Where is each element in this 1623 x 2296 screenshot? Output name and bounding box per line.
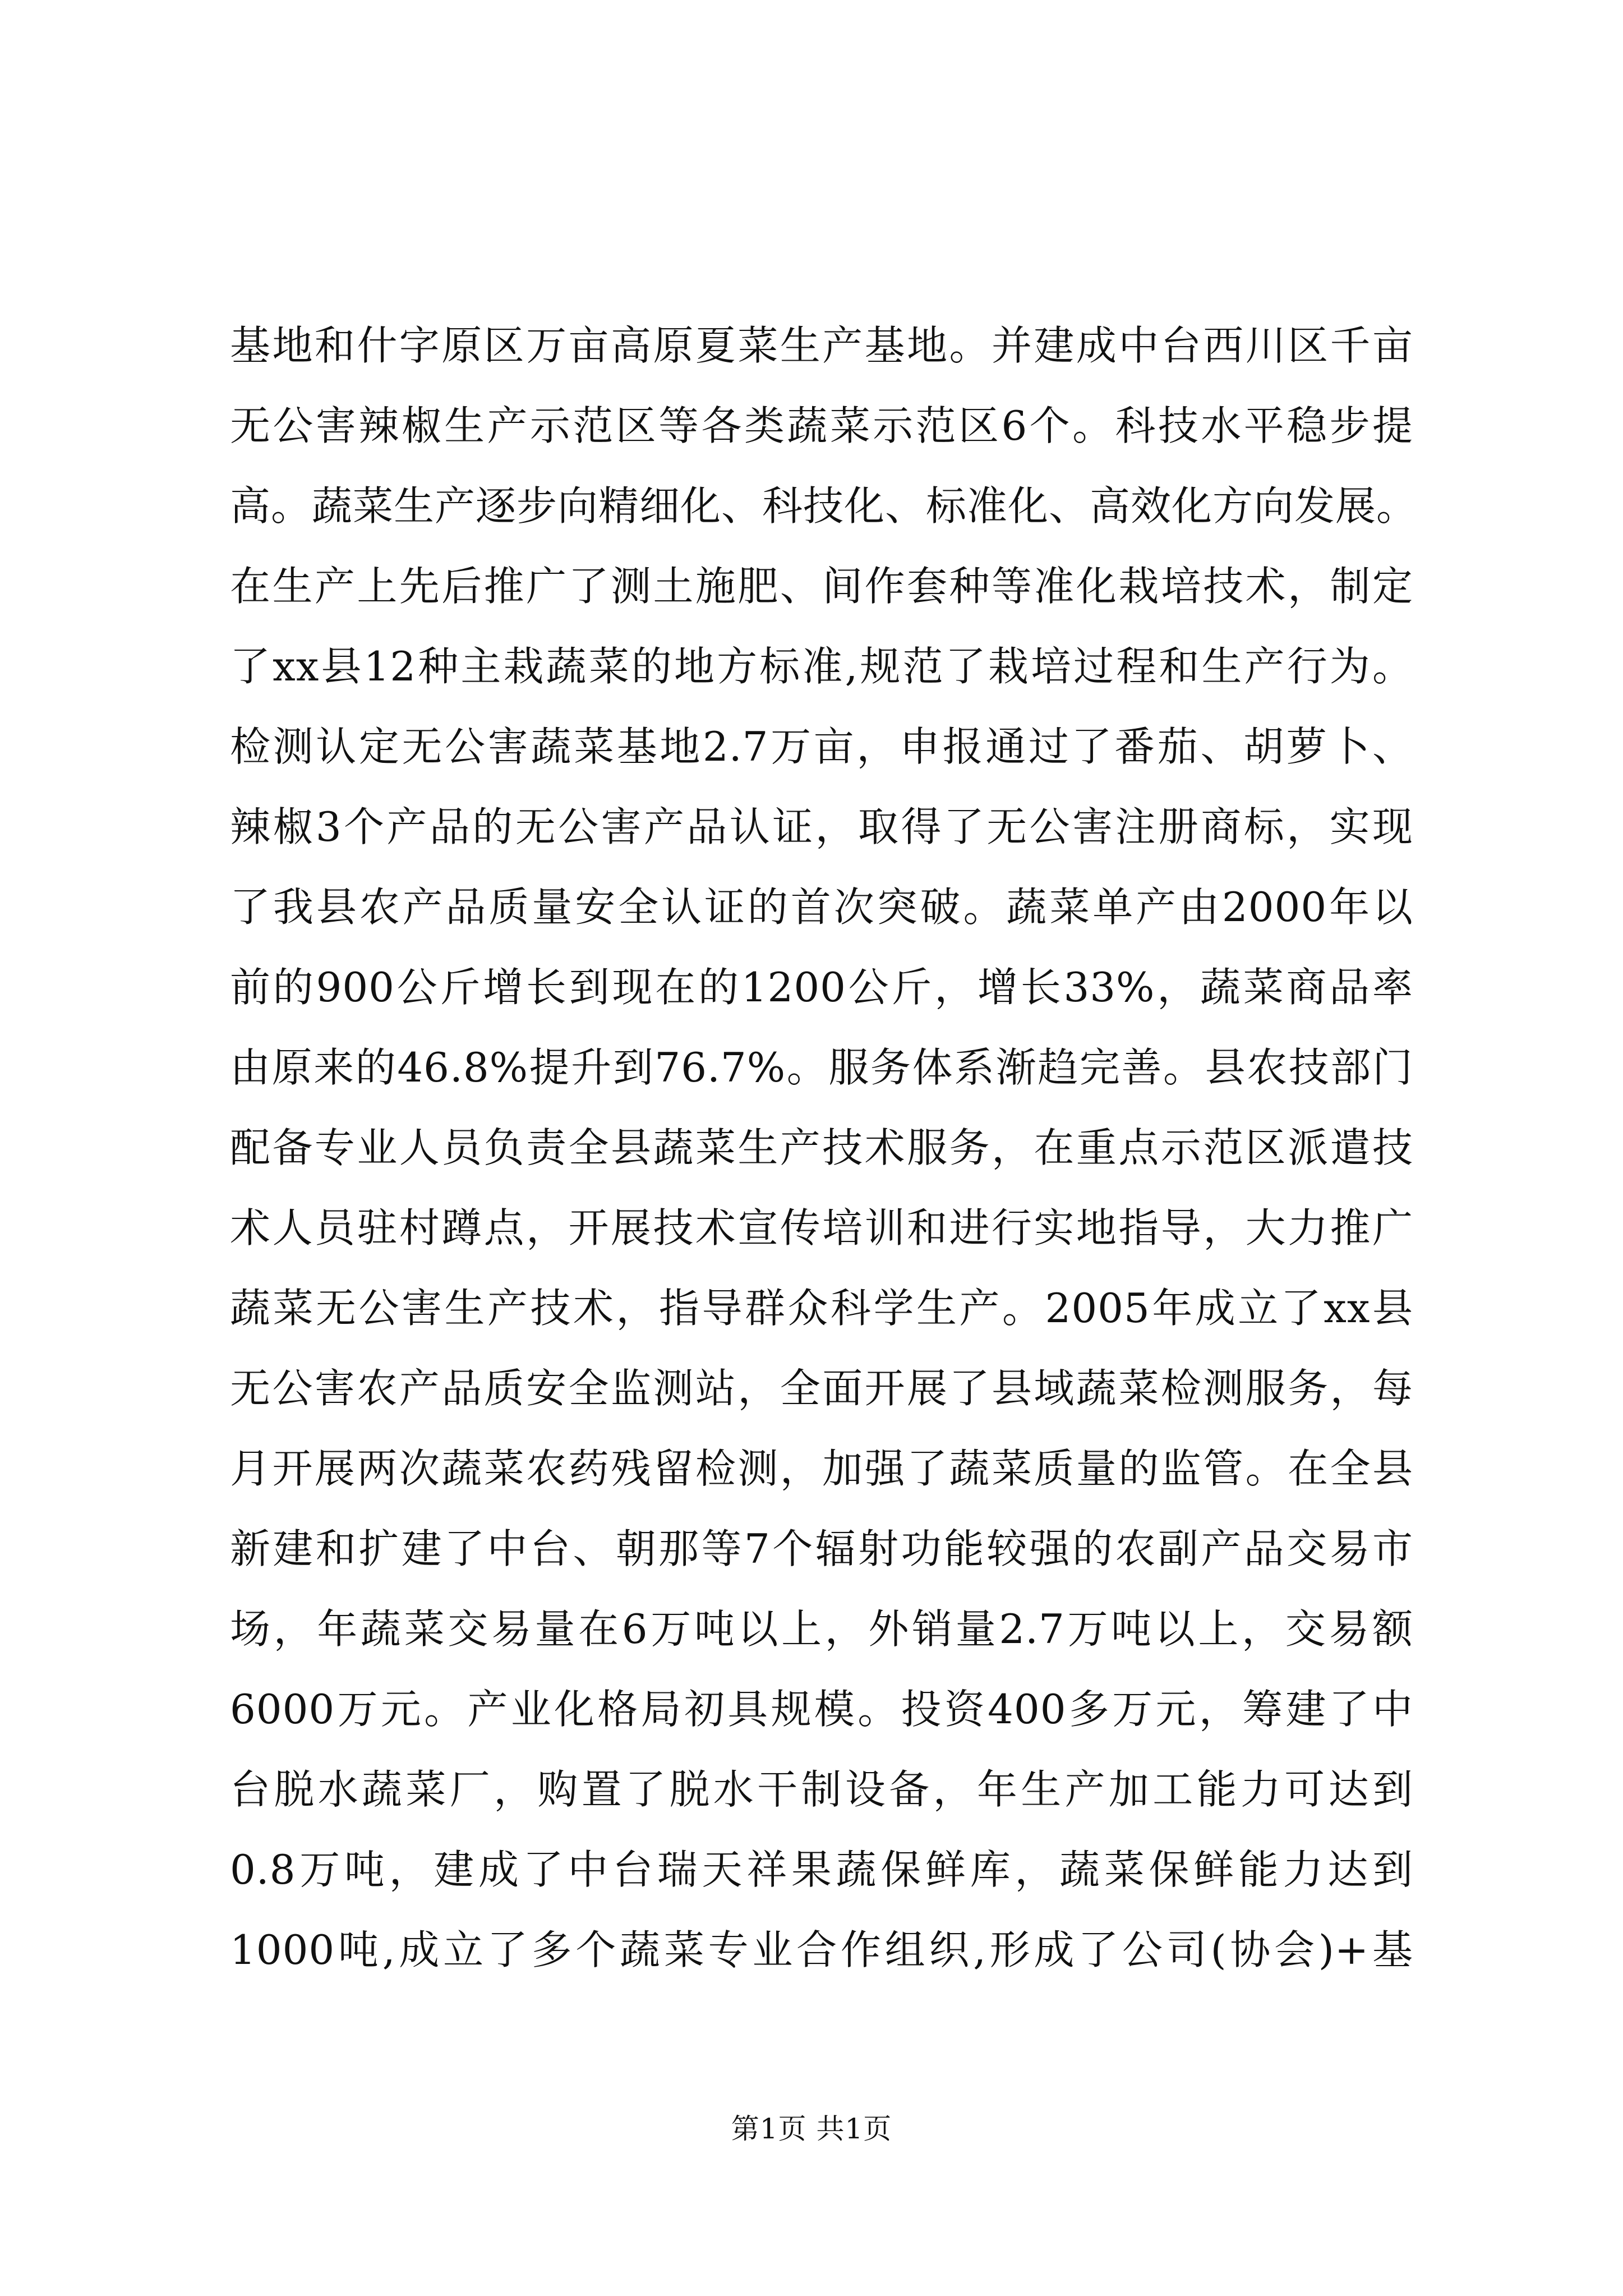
text-line: 月开展两次蔬菜农药残留检测，加强了蔬菜质量的监管。在全县 <box>230 1445 1413 1492</box>
text-line: 场，年蔬菜交易量在6万吨以上，外销量2.7万吨以上，交易额 <box>230 1605 1413 1653</box>
text-line: 前的900公斤增长到现在的1200公斤，增长33%，蔬菜商品率 <box>230 964 1413 1011</box>
text-line: 配备专业人员负责全县蔬菜生产技术服务，在重点示范区派遣技 <box>230 1124 1413 1171</box>
text-line: 了我县农产品质量安全认证的首次突破。蔬菜单产由2000年以 <box>230 884 1413 931</box>
text-line: 蔬菜无公害生产技术，指导群众科学生产。2005年成立了xx县 <box>230 1285 1413 1332</box>
text-line: 在生产上先后推广了测土施肥、间作套种等准化栽培技术，制定 <box>230 563 1413 610</box>
text-line: 由原来的46.8%提升到76.7%。服务体系渐趋完善。县农技部门 <box>230 1044 1413 1091</box>
page-footer: 第1页 共1页 <box>731 2113 892 2145</box>
text-line: 高。蔬菜生产逐步向精细化、科技化、标准化、高效化方向发展。 <box>230 482 1418 530</box>
text-line: 基地和什字原区万亩高原夏菜生产基地。并建成中台西川区千亩 <box>230 322 1413 369</box>
text-line: 新建和扩建了中台、朝那等7个辐射功能较强的农副产品交易市 <box>230 1525 1413 1572</box>
text-line: 了xx县12种主栽蔬菜的地方标准,规范了栽培过程和生产行为。 <box>230 643 1413 690</box>
text-line: 6000万元。产业化格局初具规模。投资400多万元，筹建了中 <box>230 1686 1413 1733</box>
text-line: 0.8万吨，建成了中台瑞天祥果蔬保鲜库，蔬菜保鲜能力达到 <box>230 1846 1413 1893</box>
document-body <box>230 306 1418 1990</box>
text-line: 无公害农产品质安全监测站，全面开展了县域蔬菜检测服务，每 <box>230 1365 1413 1412</box>
text-line: 无公害辣椒生产示范区等各类蔬菜示范区6个。科技水平稳步提 <box>230 402 1413 449</box>
text-line: 术人员驻村蹲点，开展技术宣传培训和进行实地指导，大力推广 <box>230 1204 1413 1251</box>
text-line: 台脱水蔬菜厂，购置了脱水干制设备，年生产加工能力可达到 <box>230 1766 1413 1813</box>
text-line: 辣椒3个产品的无公害产品认证，取得了无公害注册商标，实现 <box>230 803 1413 850</box>
text-line: 检测认定无公害蔬菜基地2.7万亩，申报通过了番茄、胡萝卜、 <box>230 723 1413 770</box>
text-line: 1000吨,成立了多个蔬菜专业合作组织,形成了公司(协会)+基 <box>230 1926 1413 1973</box>
